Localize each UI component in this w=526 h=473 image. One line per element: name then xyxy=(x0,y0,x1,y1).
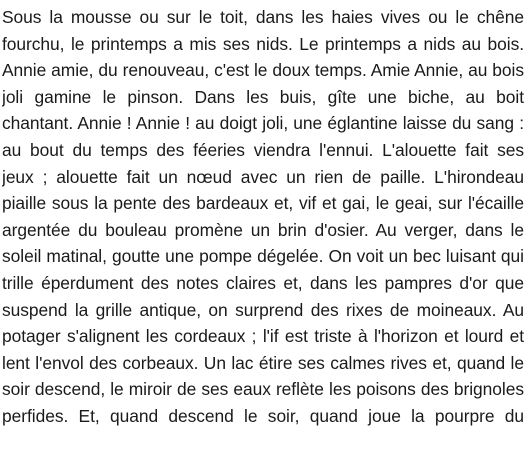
text-line: piaille sous la pente des bardeaux et, vif et gai, le geai, sur l'écaille xyxy=(2,193,524,214)
text-line: soleil matinal, goutte une pompe dégelée. On voit un bec luisant qui xyxy=(2,246,524,267)
text-line: Sous la mousse ou sur le toit, dans les haies vives ou le chêne xyxy=(2,7,524,27)
text-line: soir descend, le miroir de ses eaux reflète les poisons des brignoles xyxy=(2,379,524,400)
text-line: chantant. Annie ! Annie ! au doigt joli, une églantine laisse du sang : xyxy=(2,113,524,134)
text-line: Annie amie, du renouveau, c'est le doux temps. Amie Annie, au bois xyxy=(2,60,524,81)
text-line: fourchu, le printemps a mis ses nids. Le printemps a nids au bois. xyxy=(2,33,524,54)
text-line: trille éperdument des notes claires et, dans les pampres d'or que xyxy=(2,272,524,293)
text-line: joli gamine le pinson. Dans les buis, gîte une biche, au boit xyxy=(2,86,524,107)
text-line: lent l'envol des corbeaux. Un lac étire ses calmes rives et, quand le xyxy=(2,352,524,373)
text-line: perfides. Et, quand descend le soir, quand joue la pourpre du xyxy=(2,405,524,426)
text-line: potager s'alignent les cordeaux ; l'if est triste à l'horizon et lourd et xyxy=(2,326,524,347)
text-line: au bout du temps des féeries viendra l'ennui. L'alouette fait ses xyxy=(2,139,524,160)
text-line: jeux ; alouette fait un nœud avec un rien de paille. L'hirondeau xyxy=(2,166,524,187)
text-line: argentée du bouleau promène un brin d'osier. Au verger, dans le xyxy=(2,219,524,240)
document-page xyxy=(2,4,524,430)
text-line: suspend la grille antique, on surprend des rixes de moineaux. Au xyxy=(2,299,524,320)
